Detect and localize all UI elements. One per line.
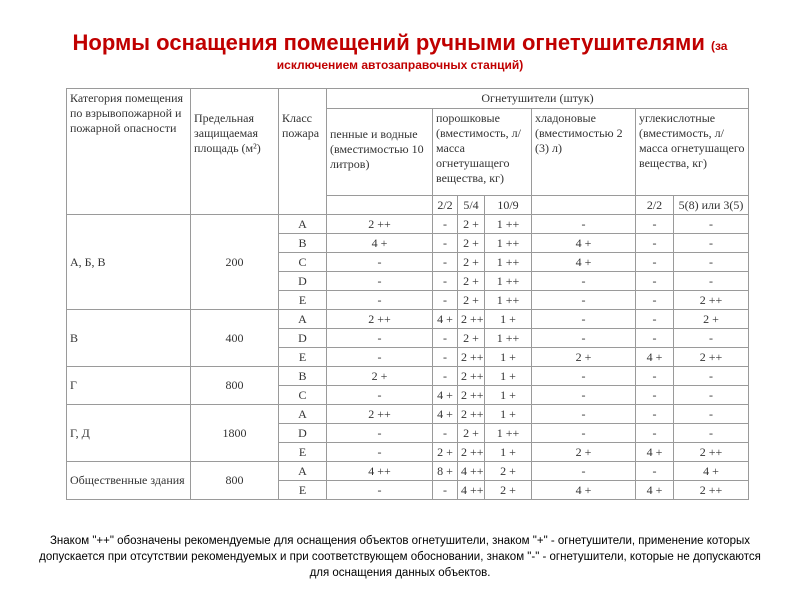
area-cell: 1800 [191,405,279,462]
value-cell: 2 + [327,367,433,386]
value-cell: - [433,272,458,291]
value-cell: - [433,481,458,500]
value-cell: - [433,215,458,234]
value-cell: 2 + [485,462,532,481]
value-cell: 1 ++ [485,253,532,272]
value-cell: - [433,367,458,386]
value-cell: 2 ++ [674,443,749,462]
value-cell: - [636,234,674,253]
category-cell: А, Б, В [67,215,191,310]
fire-class-cell: A [279,462,327,481]
header-powder: порошковые (вместимость, л/ масса огнетушащего вещества, кг) [433,109,532,196]
area-cell: 800 [191,367,279,405]
page-title [0,30,800,56]
value-cell: - [674,215,749,234]
value-cell: - [327,443,433,462]
header-foam: пенные и водные (вместимостью 10 литров) [327,109,433,196]
value-cell: - [327,329,433,348]
value-cell: 2 + [458,424,485,443]
value-cell: 1 ++ [485,234,532,253]
value-cell: - [433,253,458,272]
value-cell: 1 + [485,367,532,386]
sub-co2-2-2: 2/2 [636,196,674,215]
header-extinguishers: Огнетушители (штук) [327,89,749,109]
value-cell: - [674,405,749,424]
value-cell: 1 ++ [485,215,532,234]
value-cell: - [674,424,749,443]
value-cell: - [327,291,433,310]
value-cell: 8 + [433,462,458,481]
value-cell: 1 ++ [485,272,532,291]
value-cell: 4 + [636,348,674,367]
value-cell: 2 ++ [327,215,433,234]
fire-class-cell: C [279,386,327,405]
value-cell: 2 + [458,329,485,348]
value-cell: 1 + [485,443,532,462]
value-cell: 2 + [532,348,636,367]
value-cell: 2 ++ [674,348,749,367]
value-cell: 2 + [458,215,485,234]
title-main: Нормы оснащения помещений ручными огнетушителями [72,30,705,55]
value-cell: 2 + [674,310,749,329]
sub-co2-5-8: 5(8) или 3(5) [674,196,749,215]
fire-class-cell: A [279,310,327,329]
fire-class-cell: E [279,443,327,462]
value-cell: - [532,462,636,481]
value-cell: 4 + [433,386,458,405]
value-cell: - [674,367,749,386]
table-row [67,367,749,386]
value-cell: 4 + [674,462,749,481]
value-cell: 2 ++ [327,405,433,424]
table-row [67,462,749,481]
value-cell: - [532,367,636,386]
value-cell: - [674,234,749,253]
fire-class-cell: B [279,234,327,253]
category-cell: Г [67,367,191,405]
value-cell: 2 + [433,443,458,462]
value-cell: 4 ++ [458,462,485,481]
value-cell: - [636,424,674,443]
value-cell: 2 ++ [674,481,749,500]
fire-class-cell: D [279,272,327,291]
value-cell: 2 ++ [458,405,485,424]
value-cell: 2 ++ [674,291,749,310]
value-cell: 1 ++ [485,329,532,348]
area-cell: 400 [191,310,279,367]
fire-class-cell: D [279,329,327,348]
value-cell: 4 + [327,234,433,253]
value-cell: - [433,329,458,348]
value-cell: 4 ++ [458,481,485,500]
value-cell: - [674,386,749,405]
header-category: Категория помещения по взрывопожарной и пожарной опасности [67,89,191,215]
header-halon-sub-empty [532,196,636,215]
value-cell: 4 + [433,310,458,329]
value-cell: - [532,291,636,310]
value-cell: 4 + [532,481,636,500]
value-cell: - [532,310,636,329]
table-row [67,215,749,234]
value-cell: - [674,272,749,291]
sub-powder-10-9: 10/9 [485,196,532,215]
value-cell: - [636,291,674,310]
value-cell: - [636,329,674,348]
title-suffix: (за [710,39,728,53]
area-cell: 200 [191,215,279,310]
value-cell: 4 ++ [327,462,433,481]
value-cell: 2 + [458,234,485,253]
category-cell: Г, Д [67,405,191,462]
fire-class-cell: E [279,481,327,500]
fire-class-cell: E [279,291,327,310]
value-cell: - [532,215,636,234]
value-cell: 2 + [532,443,636,462]
table-row [67,405,749,424]
value-cell: 2 ++ [458,348,485,367]
sub-powder-5-4: 5/4 [458,196,485,215]
value-cell: 2 + [458,253,485,272]
value-cell: 4 + [532,234,636,253]
fire-class-cell: C [279,253,327,272]
value-cell: 2 ++ [458,367,485,386]
value-cell: - [636,367,674,386]
value-cell: - [327,253,433,272]
value-cell: 2 + [485,481,532,500]
value-cell: - [636,462,674,481]
value-cell: 2 ++ [327,310,433,329]
value-cell: 2 + [458,291,485,310]
category-cell: Общественные здания [67,462,191,500]
value-cell: 1 + [485,405,532,424]
value-cell: 2 ++ [458,310,485,329]
value-cell: - [433,234,458,253]
value-cell: - [433,291,458,310]
value-cell: - [636,386,674,405]
value-cell: - [532,272,636,291]
value-cell: - [532,386,636,405]
fire-class-cell: A [279,215,327,234]
fire-class-cell: B [279,367,327,386]
value-cell: - [327,348,433,367]
header-row-1 [67,89,749,109]
header-fire-class: Класс пожара [279,89,327,215]
category-cell: В [67,310,191,367]
value-cell: 2 ++ [458,443,485,462]
value-cell: - [327,272,433,291]
value-cell: - [674,253,749,272]
value-cell: 1 + [485,310,532,329]
page-subtitle: исключением автозаправочных станций) [276,58,524,72]
value-cell: - [532,424,636,443]
value-cell: 1 ++ [485,424,532,443]
value-cell: - [433,348,458,367]
value-cell: 4 + [636,443,674,462]
norms-table [66,88,749,500]
value-cell: - [636,310,674,329]
header-area: Предельная защищаемая площадь (м²) [191,89,279,215]
table-body [67,89,749,500]
value-cell: 2 ++ [458,386,485,405]
value-cell: - [327,424,433,443]
value-cell: - [532,329,636,348]
legend-note: Знаком "++" обозначены рекомендуемые для оснащения объектов огнетушители, знаком "+" - огнетушители, применение которых допускается при отсутствии рекомендуемых и при соответствующем обосновании, знаком "-" - огнетушители, которые не допускаются для оснащения данных объектов. [39,535,761,579]
value-cell: - [433,424,458,443]
fire-class-cell: A [279,405,327,424]
value-cell: - [636,405,674,424]
value-cell: - [327,386,433,405]
value-cell: 4 + [532,253,636,272]
area-cell: 800 [191,462,279,500]
value-cell: - [327,481,433,500]
value-cell: - [532,405,636,424]
table-row [67,310,749,329]
header-halon: хладоновые (вместимостью 2 (3) л) [532,109,636,196]
fire-class-cell: D [279,424,327,443]
value-cell: 4 + [636,481,674,500]
sub-powder-2-2: 2/2 [433,196,458,215]
value-cell: 1 + [485,348,532,367]
fire-class-cell: E [279,348,327,367]
header-co2: углекислотные (вместимость, л/ масса огнетушащего вещества, кг) [636,109,749,196]
value-cell: - [636,253,674,272]
value-cell: 2 + [458,272,485,291]
value-cell: 1 ++ [485,291,532,310]
value-cell: - [636,215,674,234]
header-foam-sub-empty [327,196,433,215]
value-cell: 1 + [485,386,532,405]
value-cell: - [636,272,674,291]
value-cell: - [674,329,749,348]
value-cell: 4 + [433,405,458,424]
